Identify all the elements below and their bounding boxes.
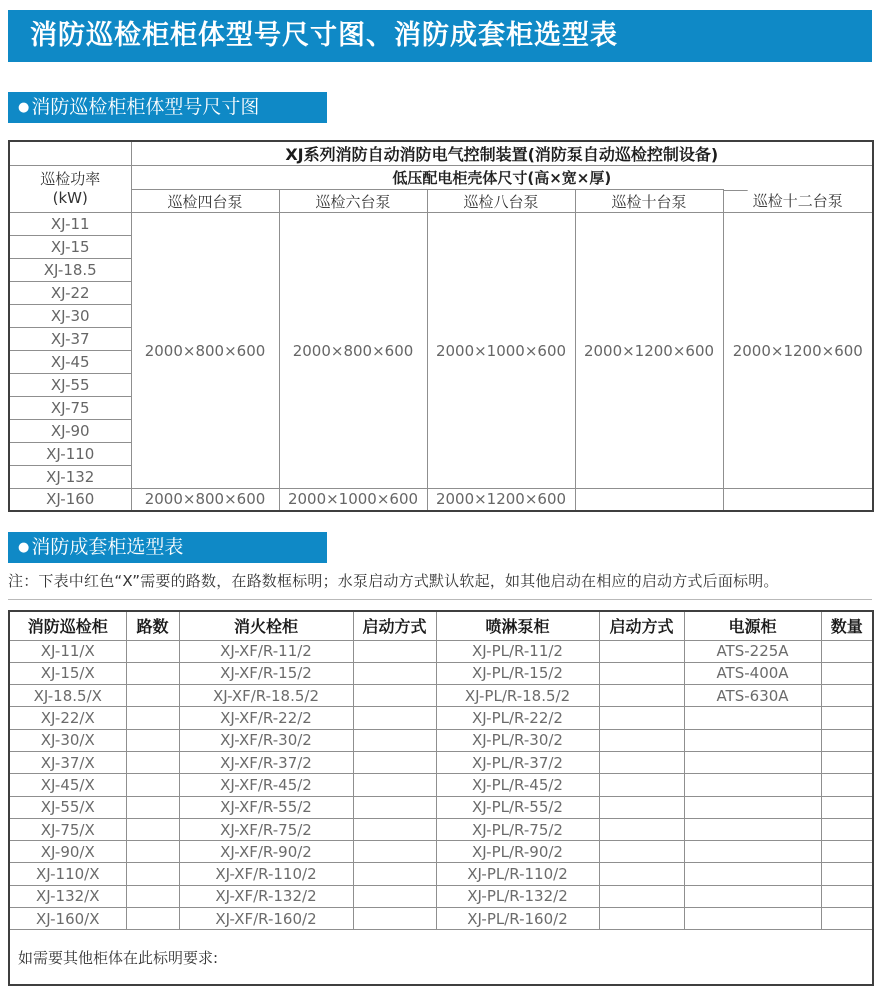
selection-row [9, 841, 873, 863]
selection-row [9, 640, 873, 662]
start-mode-cell [599, 841, 684, 863]
sprinkler-model-cell: XJ-PL/R-37/2 [436, 751, 599, 773]
start-mode-cell [353, 751, 436, 773]
model-cell: XJ-55 [9, 374, 131, 397]
circuits-cell [126, 885, 179, 907]
start-mode-cell [599, 685, 684, 707]
power-model-cell [684, 729, 821, 751]
sprinkler-model-cell: XJ-PL/R-90/2 [436, 841, 599, 863]
quantity-cell [821, 841, 873, 863]
size-cell: 2000×1200×600 [427, 489, 575, 511]
patrol-model-cell: XJ-110/X [9, 863, 126, 885]
size-cell [575, 489, 723, 511]
pump-header-12: 巡检十二台泵 [723, 190, 873, 213]
size-table [8, 140, 874, 512]
size-merged-cell: 2000×1200×600 [575, 213, 723, 489]
start-mode-cell [353, 707, 436, 729]
hydrant-model-cell: XJ-XF/R-55/2 [179, 796, 353, 818]
header-hydrant-cabinet: 消火栓柜 [179, 611, 353, 640]
start-mode-cell [599, 751, 684, 773]
selection-table [8, 610, 874, 986]
power-model-cell [684, 863, 821, 885]
sprinkler-model-cell: XJ-PL/R-55/2 [436, 796, 599, 818]
start-mode-cell [353, 885, 436, 907]
header-patrol-cabinet: 消防巡检柜 [9, 611, 126, 640]
quantity-cell [821, 818, 873, 840]
start-mode-cell [599, 863, 684, 885]
patrol-model-cell: XJ-45/X [9, 774, 126, 796]
start-mode-cell [599, 640, 684, 662]
model-row [9, 213, 873, 236]
model-row-xj160 [9, 489, 873, 511]
hydrant-model-cell: XJ-XF/R-11/2 [179, 640, 353, 662]
sprinkler-model-cell: XJ-PL/R-45/2 [436, 774, 599, 796]
start-mode-cell [353, 796, 436, 818]
header-start-mode-2: 启动方式 [599, 611, 684, 640]
power-model-cell [684, 841, 821, 863]
sprinkler-model-cell: XJ-PL/R-160/2 [436, 908, 599, 930]
circuits-cell [126, 863, 179, 885]
start-mode-cell [599, 662, 684, 684]
power-model-cell [684, 818, 821, 840]
hydrant-model-cell: XJ-XF/R-110/2 [179, 863, 353, 885]
circuits-cell [126, 729, 179, 751]
section-dimension-title: 消防巡检柜柜体型号尺寸图 [31, 96, 260, 118]
model-cell: XJ-15 [9, 236, 131, 259]
start-mode-cell [353, 818, 436, 840]
pump-header-4: 巡检四台泵 [131, 190, 279, 213]
sprinkler-model-cell: XJ-PL/R-22/2 [436, 707, 599, 729]
patrol-model-cell: XJ-30/X [9, 729, 126, 751]
model-cell: XJ-132 [9, 466, 131, 489]
hydrant-model-cell: XJ-XF/R-90/2 [179, 841, 353, 863]
header-start-mode-1: 启动方式 [353, 611, 436, 640]
size-table-subtitle-row [9, 166, 873, 190]
model-cell: XJ-110 [9, 443, 131, 466]
quantity-cell [821, 774, 873, 796]
patrol-model-cell: XJ-160/X [9, 908, 126, 930]
other-requirements-cell: 如需要其他柜体在此标明要求: [9, 930, 873, 985]
quantity-cell [821, 685, 873, 707]
start-mode-cell [353, 841, 436, 863]
circuits-cell [126, 774, 179, 796]
power-model-cell: ATS-630A [684, 685, 821, 707]
start-mode-cell [599, 707, 684, 729]
header-power-cabinet: 电源柜 [684, 611, 821, 640]
start-mode-cell [353, 640, 436, 662]
quantity-cell [821, 885, 873, 907]
hydrant-model-cell: XJ-XF/R-45/2 [179, 774, 353, 796]
power-header-cell [9, 166, 131, 213]
circuits-cell [126, 841, 179, 863]
patrol-model-cell: XJ-18.5/X [9, 685, 126, 707]
size-merged-cell: 2000×1000×600 [427, 213, 575, 489]
header-circuits: 路数 [126, 611, 179, 640]
selection-row [9, 818, 873, 840]
start-mode-cell [599, 729, 684, 751]
start-mode-cell [353, 685, 436, 707]
quantity-cell [821, 662, 873, 684]
pump-header-8: 巡检八台泵 [427, 190, 575, 213]
selection-row [9, 863, 873, 885]
selection-row [9, 908, 873, 930]
selection-note: 注：下表中红色“X”需要的路数，在路数框标明；水泵启动方式默认软起，如其他启动在相应的启动方式后面标明。 [8, 572, 779, 590]
patrol-model-cell: XJ-75/X [9, 818, 126, 840]
size-table-title-row [9, 141, 873, 166]
power-header-line2: (kW) [52, 189, 88, 207]
selection-row [9, 885, 873, 907]
start-mode-cell [599, 818, 684, 840]
power-model-cell: ATS-225A [684, 640, 821, 662]
hydrant-model-cell: XJ-XF/R-75/2 [179, 818, 353, 840]
power-header-line1: 巡检功率 [40, 170, 101, 189]
start-mode-cell [599, 774, 684, 796]
power-model-cell [684, 751, 821, 773]
quantity-cell [821, 908, 873, 930]
model-cell: XJ-45 [9, 351, 131, 374]
circuits-cell [126, 707, 179, 729]
power-model-cell: ATS-400A [684, 662, 821, 684]
model-cell: XJ-75 [9, 397, 131, 420]
selection-footer-row [9, 930, 873, 985]
patrol-model-cell: XJ-55/X [9, 796, 126, 818]
start-mode-cell [353, 908, 436, 930]
sprinkler-model-cell: XJ-PL/R-18.5/2 [436, 685, 599, 707]
start-mode-cell [353, 863, 436, 885]
selection-row [9, 685, 873, 707]
circuits-cell [126, 662, 179, 684]
selection-row [9, 707, 873, 729]
model-cell: XJ-37 [9, 328, 131, 351]
start-mode-cell [353, 662, 436, 684]
sprinkler-model-cell: XJ-PL/R-75/2 [436, 818, 599, 840]
quantity-cell [821, 707, 873, 729]
pump-header-6: 巡检六台泵 [279, 190, 427, 213]
hydrant-model-cell: XJ-XF/R-160/2 [179, 908, 353, 930]
circuits-cell [126, 751, 179, 773]
sprinkler-model-cell: XJ-PL/R-11/2 [436, 640, 599, 662]
pump-header-row [9, 190, 873, 213]
circuits-cell [126, 640, 179, 662]
start-mode-cell [353, 774, 436, 796]
size-cell [723, 489, 873, 511]
circuits-cell [126, 796, 179, 818]
patrol-model-cell: XJ-22/X [9, 707, 126, 729]
patrol-model-cell: XJ-15/X [9, 662, 126, 684]
quantity-cell [821, 640, 873, 662]
hydrant-model-cell: XJ-XF/R-22/2 [179, 707, 353, 729]
sprinkler-model-cell: XJ-PL/R-110/2 [436, 863, 599, 885]
hydrant-model-cell: XJ-XF/R-30/2 [179, 729, 353, 751]
size-merged-cell: 2000×800×600 [131, 213, 279, 489]
model-cell: XJ-30 [9, 305, 131, 328]
patrol-model-cell: XJ-11/X [9, 640, 126, 662]
circuits-cell [126, 685, 179, 707]
model-cell: XJ-160 [9, 489, 131, 511]
start-mode-cell [599, 885, 684, 907]
model-cell: XJ-11 [9, 213, 131, 236]
hydrant-model-cell: XJ-XF/R-15/2 [179, 662, 353, 684]
power-model-cell [684, 774, 821, 796]
power-model-cell [684, 908, 821, 930]
selection-row [9, 751, 873, 773]
circuits-cell [126, 908, 179, 930]
quantity-cell [821, 863, 873, 885]
power-model-cell [684, 885, 821, 907]
patrol-model-cell: XJ-37/X [9, 751, 126, 773]
size-cell: 2000×1000×600 [279, 489, 427, 511]
power-model-cell [684, 796, 821, 818]
corner-cell [9, 141, 131, 166]
sprinkler-model-cell: XJ-PL/R-30/2 [436, 729, 599, 751]
section-dimension-banner [8, 92, 327, 123]
page-title: 消防巡检柜柜体型号尺寸图、消防成套柜选型表 [8, 10, 872, 62]
size-cell: 2000×800×600 [131, 489, 279, 511]
patrol-model-cell: XJ-132/X [9, 885, 126, 907]
start-mode-cell [599, 796, 684, 818]
section-selection-title: 消防成套柜选型表 [31, 536, 184, 558]
selection-header-row [9, 611, 873, 640]
hydrant-model-cell: XJ-XF/R-37/2 [179, 751, 353, 773]
selection-row [9, 729, 873, 751]
model-cell: XJ-90 [9, 420, 131, 443]
shell-size-header: 低压配电柜壳体尺寸(高×宽×厚) [131, 166, 873, 190]
patrol-model-cell: XJ-90/X [9, 841, 126, 863]
header-sprinkler-cabinet: 喷淋泵柜 [436, 611, 599, 640]
section-selection-banner [8, 532, 327, 563]
hydrant-model-cell: XJ-XF/R-18.5/2 [179, 685, 353, 707]
header-quantity: 数量 [821, 611, 873, 640]
power-model-cell [684, 707, 821, 729]
size-table-title: XJ系列消防自动消防电气控制装置(消防泵自动巡检控制设备) [131, 141, 873, 166]
quantity-cell [821, 751, 873, 773]
model-cell: XJ-18.5 [9, 259, 131, 282]
bullet-icon: ● [18, 540, 30, 555]
pump-header-10: 巡检十台泵 [575, 190, 723, 213]
start-mode-cell [599, 908, 684, 930]
selection-row [9, 774, 873, 796]
sprinkler-model-cell: XJ-PL/R-132/2 [436, 885, 599, 907]
model-cell: XJ-22 [9, 282, 131, 305]
selection-row [9, 662, 873, 684]
size-merged-cell: 2000×800×600 [279, 213, 427, 489]
quantity-cell [821, 729, 873, 751]
start-mode-cell [353, 729, 436, 751]
quantity-cell [821, 796, 873, 818]
hydrant-model-cell: XJ-XF/R-132/2 [179, 885, 353, 907]
sprinkler-model-cell: XJ-PL/R-15/2 [436, 662, 599, 684]
bullet-icon: ● [18, 100, 30, 115]
size-merged-cell: 2000×1200×600 [723, 213, 873, 489]
circuits-cell [126, 818, 179, 840]
divider-line [8, 599, 872, 600]
selection-row [9, 796, 873, 818]
